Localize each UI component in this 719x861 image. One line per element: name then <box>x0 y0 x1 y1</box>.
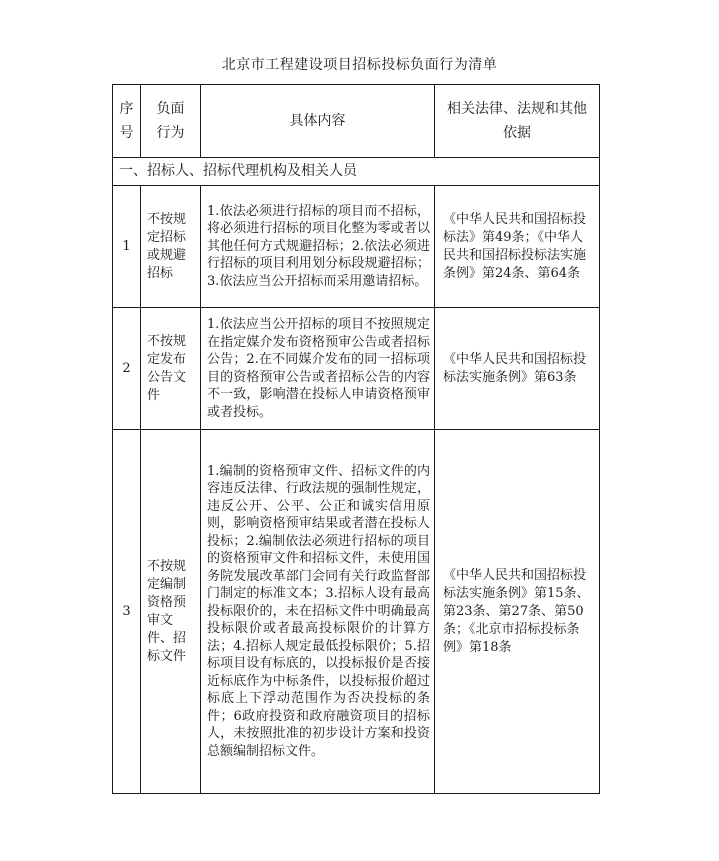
table-row <box>113 308 600 430</box>
header-negative-behavior: 负面行为 <box>141 85 201 158</box>
header-specific-content: 具体内容 <box>201 85 435 158</box>
row-number: 3 <box>113 430 141 794</box>
row-content: 1.依法应当公开招标的项目不按照规定在指定媒介发布资格预审公告或者招标公告；2.在不同媒介发布的同一招标项目的资格预审公告或者招标公告的内容不一致，影响潜在投标人申请资格预审或者投标。 <box>201 308 435 430</box>
row-behavior: 不按规定招标或规避招标 <box>141 186 201 308</box>
section-heading: 一、招标人、招标代理机构及相关人员 <box>113 158 600 186</box>
table-header-row <box>113 85 600 158</box>
table-row <box>113 186 600 308</box>
row-number: 2 <box>113 308 141 430</box>
negative-behavior-table <box>112 84 600 794</box>
header-legal-basis: 相关法律、法规和其他依据 <box>435 85 600 158</box>
row-legal-basis: 《中华人民共和国招标投标法》第49条；《中华人民共和国招标投标法实施条例》第24条、第64条 <box>435 186 600 308</box>
page-title: 北京市工程建设项目招标投标负面行为清单 <box>221 57 498 73</box>
row-behavior: 不按规定编制资格预审文件、招标文件 <box>141 430 201 794</box>
table-row <box>113 430 600 794</box>
row-content: 1.编制的资格预审文件、招标文件的内容违反法律、行政法规的强制性规定，违反公开、公平、公正和诚实信用原则，影响资格预审结果或者潜在投标人投标；2.编制依法必须进行招标的项目的资格预审文件和招标文件，未使用国务院发展改革部门会同有关行政监督部门制定的标准文本；3.招标人设有最高投标限价的，未在招标文件中明确最高投标限价或者最高投标限价的计算方法；4.招标人规定最低投标限价；5.招标项目设有标底的，以投标报价是否接近标底作为中标条件，以投标报价超过标底上下浮动范围作为否决投标的条件；6政府投资和政府融资项目的招标人，未按照批准的初步设计方案和投资总额编制招标文件。 <box>201 430 435 794</box>
row-content: 1.依法必须进行招标的项目而不招标，将必须进行招标的项目化整为零或者以其他任何方式规避招标；2.依法必须进行招标的项目利用划分标段规避招标；3.依法应当公开招标而采用邀请招标。 <box>201 186 435 308</box>
row-behavior: 不按规定发布公告文件 <box>141 308 201 430</box>
row-legal-basis: 《中华人民共和国招标投标法实施条例》第63条 <box>435 308 600 430</box>
row-legal-basis: 《中华人民共和国招标投标法实施条例》第15条、第23条、第27条、第50条；《北京市招标投标条例》第18条 <box>435 430 600 794</box>
row-number: 1 <box>113 186 141 308</box>
section-row <box>113 158 600 186</box>
header-serial-number: 序号 <box>113 85 141 158</box>
